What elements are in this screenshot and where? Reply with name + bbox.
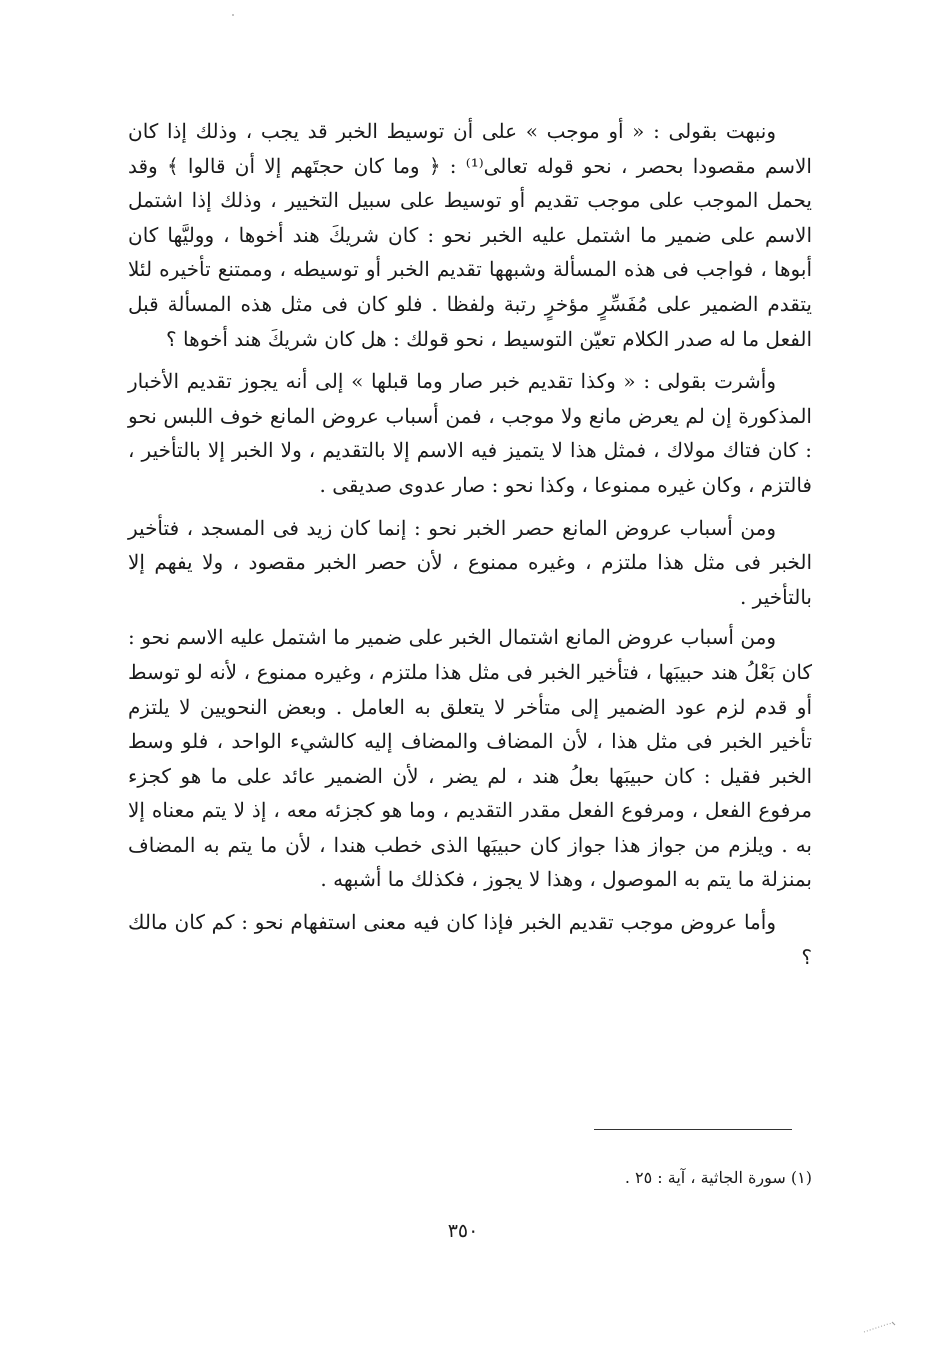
- footnote: (١) سورة الجاثية ، آية : ٢٥ .: [624, 1168, 812, 1187]
- footnote-divider: [594, 1129, 792, 1130]
- scan-mark-icon: [862, 1320, 902, 1334]
- paragraph-4: ومن أسباب عروض المانع اشتمال الخبر على ضمير ما اشتمل عليه الاسم نحو : كان بَعْلُ هند حبيبَها ، فتأخير الخبر فى مثل هذا ملتزم ، وغيره ممنوع ، لأنه لو توسط أو قدم لزم عود الضمير إلى متأخر لا يتعلق به العامل . وبعض النحويين لا يلتزم تأخير الخبر فى مثل هذا ، لأن المضاف والمضاف إليه كالشيء الواحد ، فلو وسط الخبر فقيل : كان حبيبَها بعلُ هند ، لم يضر ، لأن الضمير عائد على ما هو كجزء مرفوع الفعل ، ومرفوع الفعل مقدر التقديم ، وما هو كجزئه معه ، إذ لا يتم معناه إلا به . ويلزم من جواز هذا جواز كان حبيبَها الذى خطب هندا ، لأن ما يتم به المضاف بمنزلة ما يتم به الموصول ، وهذا لا يجوز ، فكذلك ما أشبهه .: [128, 625, 812, 892]
- scan-speck: [232, 14, 234, 16]
- paragraph-5: وأما عروض موجب تقديم الخبر فإذا كان فيه معنى استفهام نحو : كم كان مالك ؟: [128, 910, 812, 969]
- main-text: [128, 114, 812, 982]
- paragraph-3: ومن أسباب عروض المانع حصر الخبر نحو : إنما كان زيد فى المسجد ، فتأخير الخبر فى مثل هذا ملتزم ، وغيره ممنوع ، لأن حصر الخبر مقصود ، ولا يفهم إلا بالتأخير .: [128, 515, 812, 609]
- paragraph-1: ونبهت بقولى : « أو موجب » على أن توسيط الخبر قد يجب ، وذلك إذا كان الاسم مقصودا بحصر ، نحو قوله تعالى⁽¹⁾ : ﴿ وما كان حجتَهم إلا أن قالوا ﴾ وقد يحمل الموجب على موجب تقديم أو توسيط على سبيل التخيير ، وذلك إذا اشتمل الاسم على ضمير ما اشتمل عليه الخبر نحو : كان شريكَ هند أخوها ، ووليَّها كان أبوها ، فواجب فى هذه المسألة وشبهها تقديم الخبر أو توسيطه ، وممتنع تأخيره لئلا يتقدم الضمير على مُفَسِّرٍ مؤخرٍ رتبة ولفظا . فلو كان فى مثل هذه المسألة قبل الفعل ما له صدر الكلام تعيّن التوسيط ، نحو قولك : هل كان شريكَ هند أخوها ؟: [128, 119, 812, 351]
- page-number: ٣٥٠: [447, 1220, 479, 1242]
- paragraph-2: وأشرت بقولى : « وكذا تقديم خبر صار وما قبلها » إلى أنه يجوز تقديم الأخبار المذكورة إن لم يعرض مانع ولا موجب ، فمن أسباب عروض المانع خوف اللبس نحو : كان فتاك مولاك ، فمثل هذا لا يتميز فيه الاسم إلا بالتقديم ، ولا الخبر إلا بالتأخير ، فالتزم ، وكان غيره ممنوعا ، وكذا نحو : صار عدوى صديقى .: [128, 369, 812, 497]
